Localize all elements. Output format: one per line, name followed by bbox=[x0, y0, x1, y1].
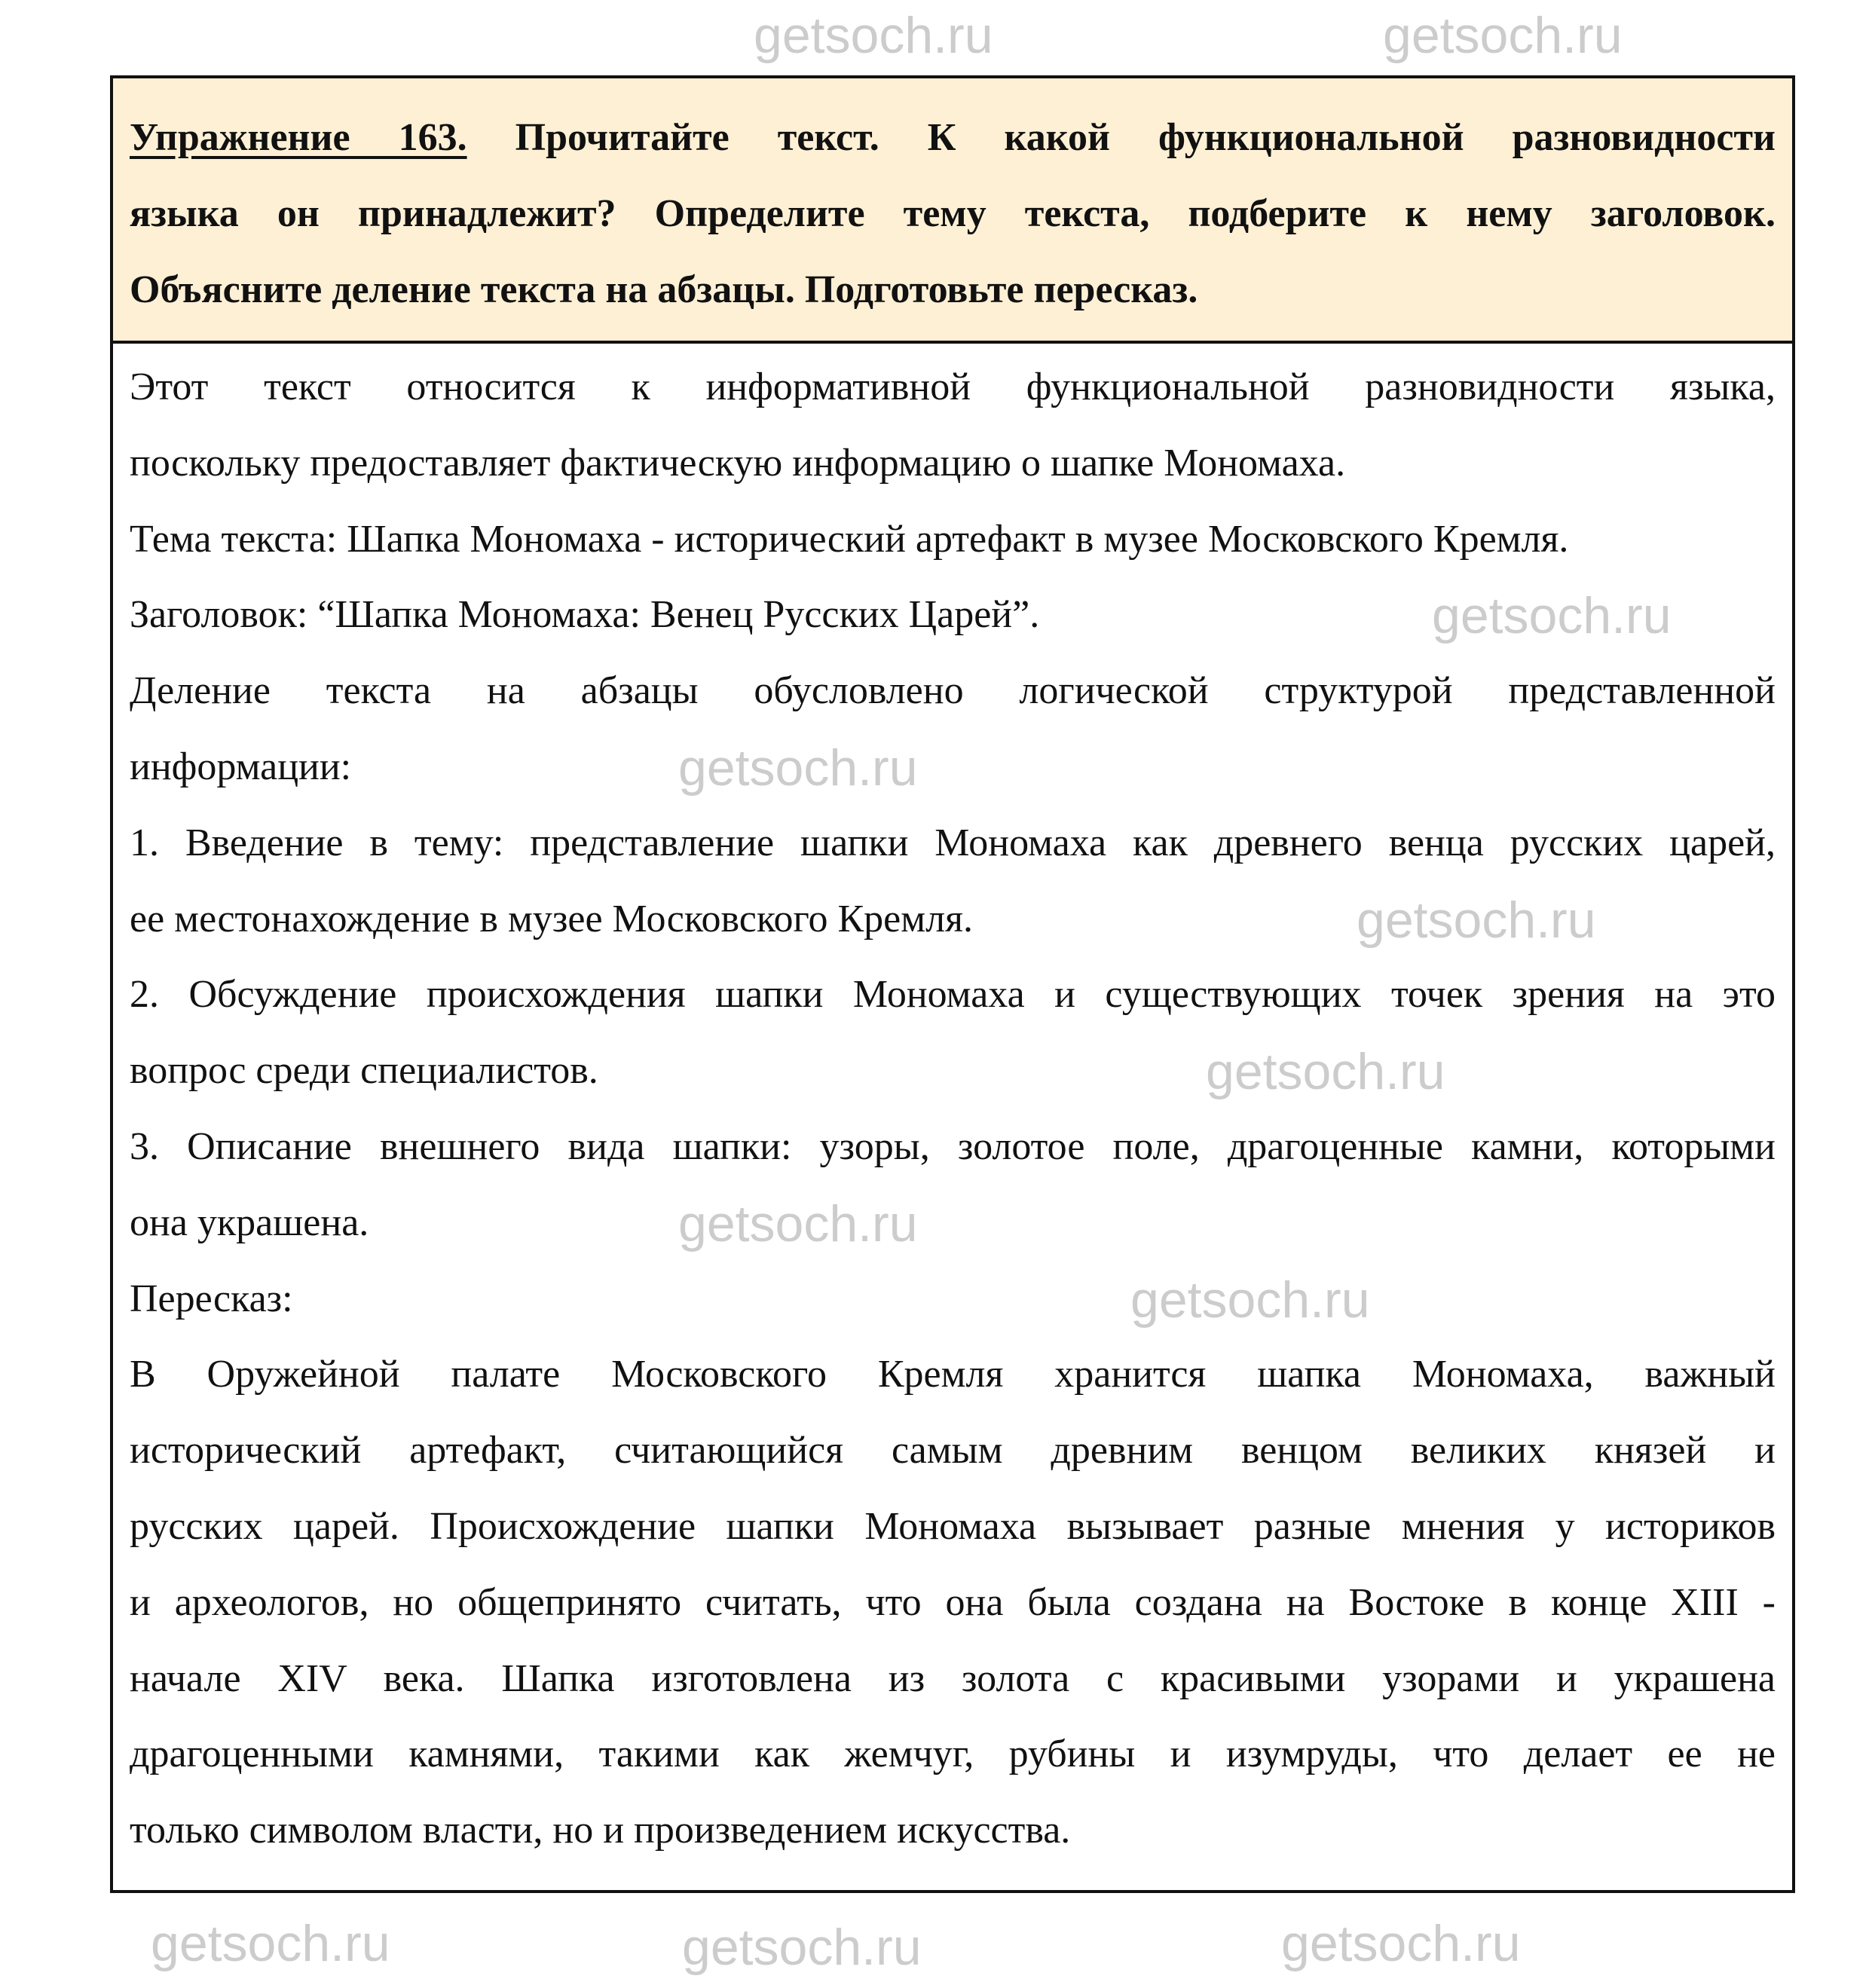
answer-line: драгоценными камнями, такими как жемчуг, рубины и изумруды, что делает ее не bbox=[130, 1733, 1776, 1776]
task-line bbox=[130, 99, 1776, 176]
answer-line: Заголовок: “Шапка Мономаха: Венец Русских Царей”. bbox=[130, 593, 1040, 637]
watermark: getsoch.ru bbox=[1432, 587, 1672, 644]
answer-line: Этот текст относится к информативной функциональной разновидности языка, bbox=[130, 365, 1776, 408]
answer-line: ее местонахождение в музее Московского Кремля. bbox=[130, 897, 974, 940]
answer-body bbox=[113, 344, 1792, 1869]
answer-line: 3. Описание внешнего вида шапки: узоры, золотое поле, драгоценные камни, которыми bbox=[130, 1124, 1776, 1168]
watermark: getsoch.ru bbox=[678, 739, 918, 797]
exercise-number: Упражнение 163. bbox=[130, 116, 467, 159]
task-header bbox=[113, 78, 1792, 344]
answer-line: и археологов, но общепринято считать, что она была создана на Востоке в конце XIII - bbox=[130, 1580, 1776, 1624]
answer-line: 1. Введение в тему: представление шапки Мономаха как древнего венца русских царей, bbox=[130, 821, 1776, 864]
task-line: языка он принадлежит? Определите тему текста, подберите к нему заголовок. bbox=[130, 192, 1776, 235]
watermark: getsoch.ru bbox=[1130, 1271, 1370, 1329]
watermark: getsoch.ru bbox=[1357, 892, 1596, 949]
answer-line: Деление текста на абзацы обусловлено логической структурой представленной bbox=[130, 669, 1776, 713]
task-line: Объясните деление текста на абзацы. Подготовьте пересказ. bbox=[130, 268, 1198, 311]
watermark: getsoch.ru bbox=[1281, 1915, 1521, 1972]
watermark: getsoch.ru bbox=[754, 7, 993, 64]
answer-line: начале XIV века. Шапка изготовлена из золота с красивыми узорами и украшена bbox=[130, 1656, 1776, 1700]
watermark: getsoch.ru bbox=[1383, 7, 1623, 64]
answer-line: вопрос среди специалистов. bbox=[130, 1049, 598, 1093]
answer-line: информации: bbox=[130, 745, 352, 788]
watermark: getsoch.ru bbox=[151, 1915, 390, 1972]
watermark: getsoch.ru bbox=[1206, 1043, 1445, 1100]
answer-line: только символом власти, но и произведением искусства. bbox=[130, 1809, 1071, 1852]
exercise-card bbox=[110, 75, 1795, 1893]
answer-line: 2. Обсуждение происхождения шапки Мономаха и существующих точек зрения на это bbox=[130, 973, 1776, 1017]
answer-line: исторический артефакт, считающийся самым древним венцом великих князей и bbox=[130, 1429, 1776, 1473]
watermark: getsoch.ru bbox=[682, 1919, 922, 1976]
task-text: Прочитайте текст. К какой функциональной разновидности bbox=[466, 116, 1776, 159]
answer-line: она украшена. bbox=[130, 1200, 369, 1244]
answer-line: поскольку предоставляет фактическую информацию о шапке Мономаха. bbox=[130, 441, 1346, 485]
watermark: getsoch.ru bbox=[678, 1195, 918, 1252]
answer-line: Пересказ: bbox=[130, 1277, 293, 1320]
answer-line: Тема текста: Шапка Мономаха - исторический артефакт в музее Московского Кремля. bbox=[130, 517, 1569, 561]
answer-line: В Оружейной палате Московского Кремля хранится шапка Мономаха, важный bbox=[130, 1353, 1776, 1396]
answer-line: русских царей. Происхождение шапки Мономаха вызывает разные мнения у историков bbox=[130, 1504, 1776, 1548]
